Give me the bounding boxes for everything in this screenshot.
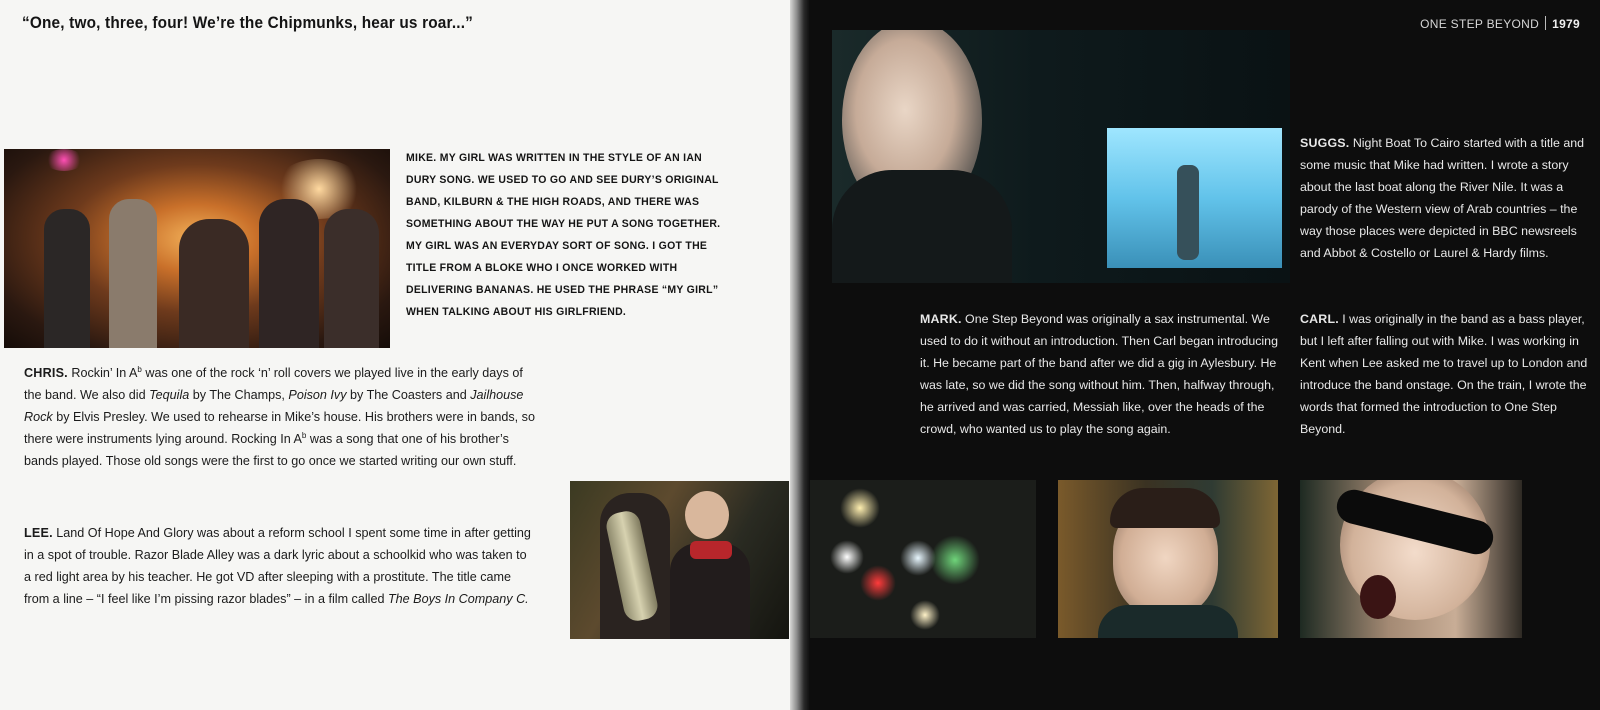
lee-speaker: LEE. [24, 526, 53, 540]
right-page [810, 0, 1600, 710]
running-title: ONE STEP BEYOND [1420, 17, 1540, 31]
running-header [1420, 16, 1580, 31]
page-headline: “One, two, three, four! We’re the Chipmunks, hear us roar...” [22, 14, 474, 32]
lee-title-boys-in-company-c: The Boys In Company C. [387, 592, 529, 606]
mike-text: MY GIRL WAS WRITTEN IN THE STYLE OF AN IAN DURY SONG. WE USED TO GO AND SEE DURY’S ORIGINAL BAND, KILBURN & THE HIGH ROADS, AND THERE WAS SOMETHING ABOUT THE WAY HE PUT A SONG TOGETHER. MY GIRL WAS AN EVERYDAY SORT OF SONG. I GOT THE TITLE FROM A BLOKE WHO I ONCE WORKED WITH DELIVERING BANANAS. HE USED THE PHRASE “MY GIRL” WHEN TALKING ABOUT HIS GIRLFRIEND. [406, 152, 721, 318]
bokeh-lights-photo [810, 480, 1036, 638]
book-gutter [790, 0, 810, 710]
chris-text-3: by The Champs, [189, 388, 289, 402]
band-stage-photo [4, 149, 390, 348]
chris-text-5: by Elvis Presley. We used to rehearse in Mike’s house. His brothers were in bands, so there were instruments lying around. Rocking In A [24, 410, 535, 446]
sunglasses-singer-photo [1300, 480, 1522, 638]
chris-flat-1: b [137, 365, 142, 374]
young-man-portrait-photo [1058, 480, 1278, 638]
running-year: 1979 [1552, 17, 1580, 31]
sax-players-photo [570, 481, 789, 639]
chris-text-1: Rockin’ In A [67, 366, 138, 380]
mark-text: One Step Beyond was originally a sax instrumental. We used to do it without an introduction. Then Carl began introducing it. He became part of the band after we did a gig in Aylesbury. He was late, so we did the song without him. Then, halfway through, he arrived and was carried, Messiah like, over the heads of the crowd, who wanted us to play the song again. [920, 312, 1278, 436]
mike-speaker: MIKE. [406, 152, 437, 164]
lee-text-1: Land Of Hope And Glory was about a reform school I spent some time in after getting in a spot of trouble. Razor Blade Alley was a dark lyric about a schoolkid who was taken to a red light area by his teacher. He got VD after sleeping with a prostitute. The title came from a line – “I feel like I’m pissing razor blades” – in a film called [24, 526, 531, 606]
lee-quote [24, 522, 536, 610]
suggs-quote [1300, 132, 1590, 264]
chris-title-poison-ivy: Poison Ivy [288, 388, 347, 402]
carl-speaker: CARL. [1300, 312, 1339, 326]
video-still-photo [832, 30, 1290, 283]
mark-speaker: MARK. [920, 312, 962, 326]
mark-quote [920, 308, 1280, 440]
suggs-text: Night Boat To Cairo started with a title and some music that Mike had written. I wrote a story about the last boat along the River Nile. It was a parody of the Western view of Arab countries – the way those places were depicted in BBC newsreels and Abbot & Costello or Laurel & Hardy films. [1300, 136, 1585, 260]
suggs-speaker: SUGGS. [1300, 136, 1350, 150]
carl-text: I was originally in the band as a bass player, but I left after falling out with Mike. I was working in Kent when Lee asked me to travel up to London and introduce the band onstage. On the train, I wrote the words that formed the introduction to One Step Beyond. [1300, 312, 1588, 436]
header-divider [1545, 16, 1546, 30]
left-page [0, 0, 790, 710]
chris-text-4: by The Coasters and [346, 388, 471, 402]
mike-quote [406, 147, 728, 323]
chris-title-tequila: Tequila [149, 388, 190, 402]
carl-quote [1300, 308, 1590, 440]
chris-text-2: was one of the rock ‘n’ roll covers we played live in the early days of the band. We also did [24, 366, 523, 402]
chris-flat-2: b [301, 431, 307, 440]
chris-title-jailhouse-rock: Jailhouse Rock [24, 388, 524, 424]
chris-speaker: CHRIS. [24, 366, 68, 380]
chris-text-6: was a song that one of his brother’s bands played. Those old songs were the first to go once we started writing our own stuff. [24, 432, 517, 468]
chris-quote [24, 362, 536, 472]
